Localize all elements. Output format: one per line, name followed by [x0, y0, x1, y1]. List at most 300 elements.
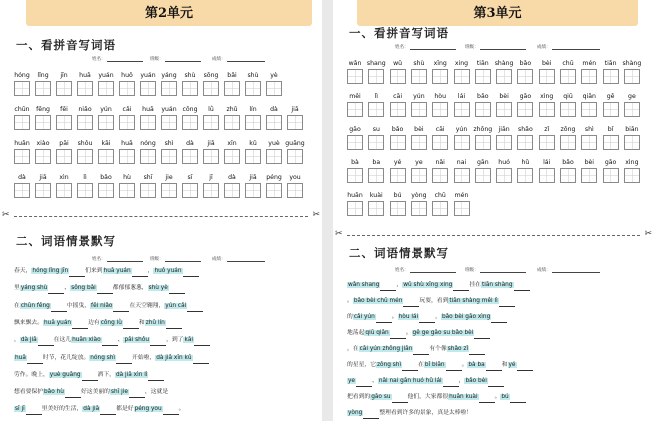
- pinyin-syllable: wǔ: [393, 60, 403, 67]
- writing-box[interactable]: [56, 149, 72, 164]
- sentence-text: 和: [501, 362, 508, 368]
- pinyin-syllable: bèi: [584, 159, 595, 166]
- writing-box[interactable]: [203, 149, 219, 164]
- sentence-text: 都是好: [116, 406, 134, 413]
- answer-blank[interactable]: [102, 337, 118, 346]
- pinyin-syllable: fēi: [60, 106, 68, 113]
- pinyin-syllable: bǎo: [477, 93, 489, 100]
- pinyin-syllable: bèi: [541, 60, 552, 67]
- writing-box[interactable]: [347, 168, 363, 183]
- writing-box[interactable]: [539, 102, 555, 117]
- writing-box[interactable]: [454, 102, 470, 117]
- writing-box[interactable]: [161, 149, 177, 164]
- pinyin-prompt: bǐ biān: [424, 362, 445, 368]
- writing-box[interactable]: [56, 115, 72, 130]
- sentence-text: 、: [117, 337, 124, 344]
- answer-blank[interactable]: [488, 378, 504, 387]
- writing-box[interactable]: [182, 183, 198, 198]
- writing-box[interactable]: [496, 135, 512, 150]
- pinyin-syllable: su: [372, 126, 380, 133]
- writing-box[interactable]: [245, 183, 261, 198]
- pinyin-syllable: bǎo: [100, 174, 112, 181]
- sentence-text: ，: [458, 378, 465, 384]
- pinyin-syllable: yáng: [161, 72, 177, 79]
- name-field: 姓名：: [92, 56, 143, 62]
- cut-line: [2, 211, 320, 221]
- writing-box[interactable]: [98, 149, 114, 164]
- answer-blank[interactable]: [150, 337, 166, 346]
- answer-blank[interactable]: [100, 406, 116, 415]
- writing-box[interactable]: [368, 168, 384, 183]
- fill-line: [14, 370, 164, 381]
- pinyin-syllable: tiān: [476, 60, 489, 67]
- pinyin-syllable: péng: [266, 174, 282, 181]
- writing-box[interactable]: [390, 135, 406, 150]
- writing-box[interactable]: [603, 69, 619, 84]
- name-field: 姓名：: [395, 267, 456, 273]
- writing-box[interactable]: [35, 183, 51, 198]
- pinyin-prompt: yáng shù: [20, 285, 48, 292]
- writing-box[interactable]: [390, 69, 406, 84]
- pinyin-prompt: nǎi nai gān huó hǔ lái: [378, 378, 442, 384]
- answer-blank[interactable]: [443, 378, 459, 387]
- unit-title: 第2单元: [26, 0, 312, 26]
- answer-blank[interactable]: [129, 389, 145, 398]
- answer-blank[interactable]: [132, 268, 148, 277]
- sentence-text: 。: [461, 362, 468, 368]
- answer-blank[interactable]: [499, 298, 515, 307]
- pinyin-syllable: pāi: [59, 140, 69, 147]
- writing-box[interactable]: [411, 168, 427, 183]
- writing-box[interactable]: [624, 102, 640, 117]
- writing-box[interactable]: [454, 201, 470, 216]
- writing-box[interactable]: [581, 69, 597, 84]
- writing-box[interactable]: [266, 183, 282, 198]
- pinyin-syllable: jiān: [498, 126, 510, 133]
- sentence-text: 在: [352, 346, 359, 352]
- sentence-text: 劳作。晚上，: [14, 371, 49, 378]
- fill-line: [347, 328, 490, 339]
- name-field: 姓名：: [395, 44, 456, 50]
- answer-blank[interactable]: [380, 282, 396, 291]
- pinyin-prompt: shù yè: [148, 285, 168, 292]
- pinyin-syllable: bǎo: [519, 60, 532, 67]
- answer-blank[interactable]: [116, 355, 132, 364]
- pinyin-syllable: hǔ: [521, 159, 530, 166]
- writing-box[interactable]: [432, 135, 448, 150]
- pinyin-syllable: huó: [498, 159, 510, 166]
- writing-box[interactable]: [390, 201, 406, 216]
- writing-box[interactable]: [517, 69, 533, 84]
- writing-box[interactable]: [624, 135, 640, 150]
- pinyin-syllable: shù: [247, 72, 259, 79]
- pinyin-syllable: kuài: [369, 192, 383, 199]
- answer-blank[interactable]: [517, 362, 533, 371]
- pinyin-syllable: zǒng: [560, 126, 576, 133]
- writing-box[interactable]: [287, 149, 303, 164]
- answer-blank[interactable]: [413, 346, 429, 355]
- sentence-text: 飘来飘去。: [14, 319, 43, 326]
- pinyin-prompt: bǎo bèi gāo xìng: [441, 314, 491, 320]
- sentence-text: 在: [418, 362, 424, 368]
- writing-box[interactable]: [35, 81, 51, 96]
- writing-box[interactable]: [581, 102, 597, 117]
- pinyin-prompt: tiān shàng: [481, 282, 513, 288]
- answer-blank[interactable]: [402, 362, 418, 371]
- answer-blank[interactable]: [72, 320, 88, 329]
- pinyin-syllable: xing: [454, 60, 469, 67]
- answer-blank[interactable]: [65, 389, 81, 398]
- writing-box[interactable]: [14, 115, 30, 130]
- pinyin-syllable: tiān: [604, 60, 617, 67]
- answer-blank[interactable]: [69, 268, 85, 277]
- pinyin-syllable: chū: [562, 60, 574, 67]
- writing-box[interactable]: [390, 102, 406, 117]
- answer-blank[interactable]: [514, 282, 530, 291]
- answer-blank[interactable]: [392, 394, 408, 403]
- writing-box[interactable]: [35, 115, 51, 130]
- writing-box[interactable]: [560, 135, 576, 150]
- pinyin-syllable: jiā: [207, 140, 215, 147]
- pinyin-syllable: xiào: [36, 140, 50, 147]
- answer-blank[interactable]: [453, 282, 469, 291]
- writing-box[interactable]: [475, 135, 491, 150]
- writing-box[interactable]: [368, 69, 384, 84]
- pinyin-prompt: huā yuán: [103, 268, 131, 274]
- pinyin-syllable: jie: [165, 174, 173, 181]
- pinyin-syllable: bǎi: [227, 72, 237, 79]
- pinyin-syllable: ba: [372, 159, 381, 166]
- sentence-text: 挂在: [469, 282, 481, 288]
- writing-box[interactable]: [517, 168, 533, 183]
- pinyin-prompt: pāi shǒu: [124, 337, 150, 344]
- pinyin-syllable: ge: [628, 93, 636, 100]
- writing-box[interactable]: [266, 81, 282, 96]
- sentence-text: 好这美丽的: [80, 389, 110, 396]
- writing-box[interactable]: [624, 168, 640, 183]
- writing-box[interactable]: [411, 69, 427, 84]
- writing-box[interactable]: [496, 69, 512, 84]
- writing-box[interactable]: [182, 149, 198, 164]
- writing-box[interactable]: [119, 149, 135, 164]
- writing-box[interactable]: [347, 102, 363, 117]
- sentence-text: 。: [178, 406, 185, 413]
- sentence-text: ，: [147, 268, 154, 274]
- writing-box[interactable]: [224, 149, 240, 164]
- writing-box[interactable]: [266, 149, 282, 164]
- pinyin-syllable: sōng: [203, 72, 219, 79]
- fill-line: [347, 392, 526, 403]
- pinyin-syllable: yuè: [268, 140, 280, 147]
- writing-box[interactable]: [245, 115, 261, 130]
- pinyin-prompt: yé: [508, 362, 516, 368]
- writing-box[interactable]: [581, 135, 597, 150]
- pinyin-syllable: ye: [415, 159, 423, 166]
- writing-box[interactable]: [161, 115, 177, 130]
- writing-box[interactable]: [119, 183, 135, 198]
- pinyin-syllable: gāo: [349, 126, 361, 133]
- writing-box[interactable]: [77, 115, 93, 130]
- writing-box[interactable]: [432, 69, 448, 84]
- sentence-text: 整理看到许多的景象，真是太棒啦！: [379, 410, 473, 416]
- answer-blank[interactable]: [486, 362, 502, 371]
- writing-box[interactable]: [14, 81, 30, 96]
- writing-box[interactable]: [161, 81, 177, 96]
- writing-box[interactable]: [475, 168, 491, 183]
- writing-box[interactable]: [266, 115, 282, 130]
- pinyin-syllable: nǎi: [435, 159, 445, 166]
- writing-box[interactable]: [224, 81, 240, 96]
- pinyin-syllable: bǐ: [607, 126, 614, 133]
- pinyin-prompt: cāi yún zhōng jiān: [359, 346, 413, 352]
- writing-box[interactable]: [603, 168, 619, 183]
- pinyin-prompt: tiān shàng měi lì: [449, 298, 498, 304]
- writing-box[interactable]: [140, 183, 156, 198]
- pinyin-syllable: shǎo: [518, 126, 533, 133]
- pinyin-syllable: xìng: [625, 159, 639, 166]
- pinyin-syllable: yún: [413, 93, 425, 100]
- pinyin-prompt: huā: [15, 354, 26, 361]
- writing-box[interactable]: [454, 135, 470, 150]
- sentence-text: 。: [494, 394, 501, 400]
- pinyin-prompt: bǎo bèi chū mén: [353, 298, 403, 304]
- answer-blank[interactable]: [51, 303, 67, 312]
- answer-blank[interactable]: [376, 314, 392, 323]
- answer-blank[interactable]: [148, 372, 164, 381]
- writing-box[interactable]: [245, 81, 261, 96]
- writing-box[interactable]: [560, 168, 576, 183]
- dashed-divider: [14, 216, 308, 217]
- sentence-text: 开始啦，: [132, 354, 156, 361]
- writing-box[interactable]: [98, 183, 114, 198]
- pinyin-syllable: qiū: [563, 93, 573, 100]
- sentence-text: 地荡起: [347, 330, 365, 336]
- writing-box[interactable]: [411, 201, 427, 216]
- answer-blank[interactable]: [193, 355, 209, 364]
- pinyin-syllable: huān: [347, 192, 363, 199]
- answer-blank[interactable]: [183, 268, 199, 277]
- writing-box[interactable]: [411, 135, 427, 150]
- writing-box[interactable]: [475, 102, 491, 117]
- writing-box[interactable]: [119, 115, 135, 130]
- sentence-text: 、: [64, 285, 71, 292]
- writing-box[interactable]: [77, 183, 93, 198]
- pinyin-syllable: lì: [83, 174, 87, 181]
- pinyin-syllable: lì: [374, 93, 379, 100]
- pinyin-prompt: sī jī: [15, 406, 25, 413]
- writing-box[interactable]: [496, 168, 512, 183]
- sentence-text: 想看要保护: [14, 389, 43, 396]
- pinyin-prompt: huān xiào: [72, 337, 101, 344]
- pinyin-syllable: xìn: [59, 174, 69, 181]
- writing-box[interactable]: [390, 168, 406, 183]
- writing-box[interactable]: [14, 149, 30, 164]
- score-field: 成绩：: [212, 256, 265, 262]
- worksheet-page-unit-2: [0, 0, 322, 421]
- writing-box[interactable]: [539, 135, 555, 150]
- fill-line: [347, 312, 507, 323]
- writing-box[interactable]: [368, 102, 384, 117]
- writing-box[interactable]: [624, 69, 640, 84]
- answer-blank[interactable]: [363, 410, 379, 419]
- writing-box[interactable]: [287, 183, 303, 198]
- pinyin-syllable: zhōng: [473, 126, 493, 133]
- sentence-text: 里美好的生活，: [41, 406, 83, 413]
- writing-box[interactable]: [203, 115, 219, 130]
- fill-line: [347, 296, 515, 307]
- answer-blank[interactable]: [123, 320, 139, 329]
- answer-blank[interactable]: [419, 314, 435, 323]
- answer-blank[interactable]: [194, 337, 210, 346]
- pinyin-syllable: huā: [79, 72, 91, 79]
- answer-blank[interactable]: [510, 394, 526, 403]
- writing-box[interactable]: [347, 69, 363, 84]
- fill-line: [347, 360, 533, 371]
- fill-line: [14, 353, 209, 364]
- writing-box[interactable]: [475, 69, 491, 84]
- writing-box[interactable]: [140, 149, 156, 164]
- answer-blank[interactable]: [26, 406, 42, 415]
- answer-blank[interactable]: [48, 285, 64, 294]
- writing-box[interactable]: [287, 115, 303, 130]
- pinyin-syllable: zǐ: [544, 126, 550, 133]
- writing-box[interactable]: [539, 69, 555, 84]
- writing-box[interactable]: [539, 168, 555, 183]
- pinyin-syllable: jī: [209, 174, 213, 181]
- writing-box[interactable]: [98, 81, 114, 96]
- pinyin-syllable: xīn: [227, 140, 237, 147]
- writing-box[interactable]: [98, 115, 114, 130]
- sentence-text: ，: [347, 346, 353, 352]
- writing-box[interactable]: [581, 168, 597, 183]
- writing-box[interactable]: [224, 115, 240, 130]
- writing-box[interactable]: [347, 135, 363, 150]
- section-title-pinyin: 一、看拼音写词语: [349, 26, 449, 40]
- writing-box[interactable]: [496, 102, 512, 117]
- answer-blank[interactable]: [113, 303, 129, 312]
- pinyin-syllable: huā: [142, 106, 154, 113]
- pinyin-prompt: huā yuán: [44, 319, 72, 326]
- writing-box[interactable]: [517, 135, 533, 150]
- section-title-fill: 二、词语情景默写: [349, 246, 449, 260]
- writing-box[interactable]: [560, 102, 576, 117]
- answer-blank[interactable]: [474, 330, 490, 339]
- scissors-icon: ✂: [312, 210, 320, 220]
- sentence-text: 在这儿: [53, 337, 72, 344]
- pinyin-prompt: zhǔ lín: [145, 319, 165, 326]
- answer-blank[interactable]: [169, 285, 185, 294]
- writing-box[interactable]: [454, 69, 470, 84]
- answer-blank[interactable]: [166, 320, 182, 329]
- writing-box[interactable]: [140, 81, 156, 96]
- answer-blank[interactable]: [38, 337, 54, 346]
- answer-blank[interactable]: [356, 378, 372, 387]
- writing-box[interactable]: [432, 201, 448, 216]
- pinyin-syllable: yòng: [411, 192, 427, 199]
- fill-line: [347, 408, 472, 419]
- writing-box[interactable]: [432, 168, 448, 183]
- answer-blank[interactable]: [187, 303, 203, 312]
- answer-blank[interactable]: [163, 406, 179, 415]
- writing-box[interactable]: [56, 183, 72, 198]
- answer-blank[interactable]: [491, 314, 507, 323]
- writing-box[interactable]: [560, 69, 576, 84]
- answer-blank[interactable]: [82, 372, 98, 381]
- writing-box[interactable]: [182, 81, 198, 96]
- writing-box[interactable]: [368, 201, 384, 216]
- answer-blank[interactable]: [27, 355, 43, 364]
- pinyin-syllable: shì: [584, 126, 594, 133]
- pinyin-syllable: cāi: [435, 126, 445, 133]
- sentence-text: 。: [347, 298, 353, 304]
- pinyin-prompt: huǒ yuán: [154, 268, 182, 274]
- pinyin-prompt: yòng: [348, 410, 363, 416]
- pinyin-syllable: měi: [349, 93, 361, 100]
- answer-blank[interactable]: [97, 285, 113, 294]
- pinyin-syllable: yé: [393, 159, 402, 166]
- pinyin-prompt: hóng lǐng jīn: [32, 268, 69, 274]
- writing-box[interactable]: [245, 149, 261, 164]
- pinyin-syllable: dà: [186, 140, 194, 147]
- pinyin-prompt: bǎo bèi: [465, 378, 487, 384]
- sentence-text: 、: [372, 378, 378, 384]
- answer-blank[interactable]: [446, 362, 462, 371]
- score-field: 成绩：: [537, 44, 600, 50]
- writing-box[interactable]: [161, 183, 177, 198]
- writing-box[interactable]: [411, 102, 427, 117]
- answer-blank[interactable]: [479, 394, 495, 403]
- pinyin-syllable: lǐng: [37, 72, 49, 79]
- writing-box[interactable]: [77, 149, 93, 164]
- pinyin-syllable: chūn: [14, 106, 30, 113]
- fill-line: [14, 387, 168, 398]
- pinyin-prompt: dà jiā xīn kǔ: [156, 354, 192, 361]
- writing-box[interactable]: [77, 81, 93, 96]
- pinyin-syllable: dà: [270, 106, 278, 113]
- writing-box[interactable]: [603, 102, 619, 117]
- pinyin-syllable: kǔ: [249, 140, 257, 147]
- pinyin-prompt: gē ge gāo su bǎo bèi: [412, 330, 474, 336]
- writing-box[interactable]: [119, 81, 135, 96]
- writing-box[interactable]: [603, 135, 619, 150]
- writing-box[interactable]: [368, 135, 384, 150]
- writing-box[interactable]: [454, 168, 470, 183]
- writing-box[interactable]: [14, 183, 30, 198]
- sentence-text: 都郁郁葱葱，: [112, 285, 148, 292]
- answer-blank[interactable]: [390, 330, 406, 339]
- writing-box[interactable]: [347, 201, 363, 216]
- answer-blank[interactable]: [469, 346, 485, 355]
- writing-box[interactable]: [432, 102, 448, 117]
- pinyin-syllable: wǎn: [348, 60, 362, 67]
- writing-box[interactable]: [56, 81, 72, 96]
- writing-box[interactable]: [35, 149, 51, 164]
- pinyin-prompt: zǒng shì: [377, 362, 402, 368]
- writing-box[interactable]: [203, 183, 219, 198]
- sentence-text: 把看到的: [347, 394, 371, 400]
- pinyin-prompt: sōng bǎi: [71, 285, 96, 292]
- writing-box[interactable]: [140, 115, 156, 130]
- fill-line: [347, 344, 485, 355]
- writing-box[interactable]: [517, 102, 533, 117]
- writing-box[interactable]: [182, 115, 198, 130]
- answer-blank[interactable]: [403, 298, 419, 307]
- pinyin-syllable: xìng: [540, 93, 554, 100]
- cut-line: [335, 230, 652, 240]
- writing-box[interactable]: [203, 81, 219, 96]
- fill-line: [14, 283, 185, 294]
- writing-box[interactable]: [224, 183, 240, 198]
